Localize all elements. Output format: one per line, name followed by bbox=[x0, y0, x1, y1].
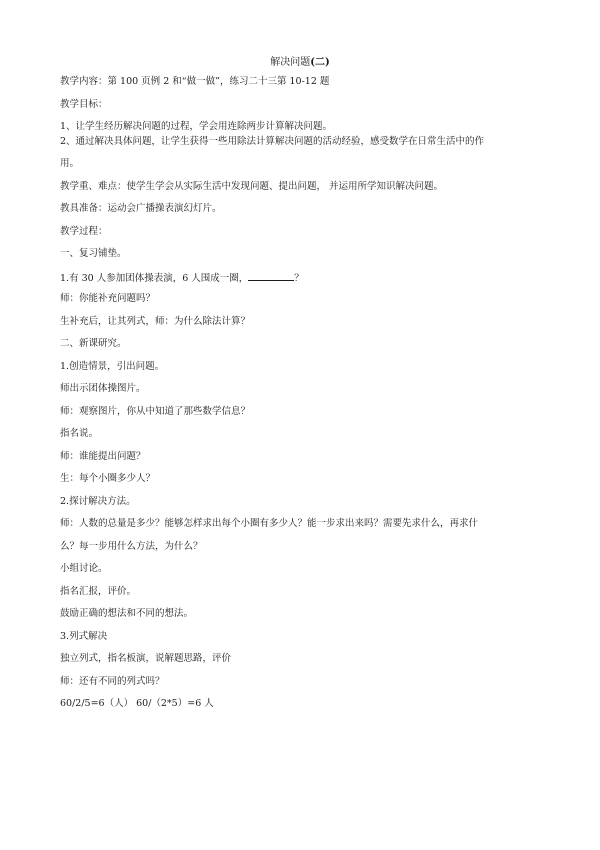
teacher-question-1: 师：你能补充问题吗？ bbox=[60, 293, 156, 304]
step-2-line-1-continued: 么？每一步用什么方法，为什么？ bbox=[60, 541, 203, 552]
step-2-line-2: 小组讨论。 bbox=[60, 563, 108, 574]
step-1-line-5: 生：每个小圈多少人？ bbox=[60, 473, 156, 484]
document-title bbox=[0, 57, 600, 69]
step-1-line-3: 指名说。 bbox=[60, 428, 99, 439]
step-2-line-3: 指名汇报，评价。 bbox=[60, 586, 137, 597]
answer-blank bbox=[248, 271, 294, 281]
review-problem-text: 1.有 30 人参加团体操表演，6 人围成一圈， bbox=[60, 273, 249, 284]
equation-line: 60/2/5=6（人） 60/（2*5）=6 人 bbox=[60, 698, 214, 709]
key-difficult-points: 教学重、难点：使学生学会从实际生活中发现问题、提出问题， 并运用所学知识解决问题。 bbox=[60, 181, 444, 192]
goal-1: 1、让学生经历解决问题的过程，学会用连除两步计算解决问题。 bbox=[60, 121, 333, 132]
step-1-line-1: 师出示团体操图片。 bbox=[60, 383, 146, 394]
step-2-line-4: 鼓励正确的想法和不同的想法。 bbox=[60, 608, 194, 619]
review-problem bbox=[60, 271, 540, 285]
goal-2: 2、通过解决具体问题，让学生获得一些用除法计算解决问题的活动经验，感受数学在日常生活中的作 bbox=[60, 136, 485, 147]
step-1-heading: 1.创造情景，引出问题。 bbox=[60, 361, 165, 372]
step-3-line-1: 独立列式，指名板演，说解题思路，评价 bbox=[60, 653, 232, 664]
teaching-process-heading: 教学过程： bbox=[60, 226, 108, 237]
step-1-line-2: 师：观察图片，你从中知道了那些数学信息？ bbox=[60, 406, 251, 417]
review-problem-suffix: ？ bbox=[294, 273, 304, 284]
step-3-heading: 3.列式解决 bbox=[60, 631, 108, 642]
title-paren: (二) bbox=[310, 57, 330, 68]
teaching-content: 教学内容：第 100 页例 2 和“做一做”，练习二十三第 10-12 题 bbox=[60, 76, 330, 87]
student-response-1: 生补充后，让其列式，师：为什么除法计算？ bbox=[60, 316, 251, 327]
section-new-lesson: 二、新课研究。 bbox=[60, 338, 127, 349]
teaching-aids: 教具准备：运动会广播操表演幻灯片。 bbox=[60, 203, 222, 214]
step-2-line-1: 师：人数的总量是多少？能够怎样求出每个小圈有多少人？能一步求出来吗？需要先求什么，再求什 bbox=[60, 518, 479, 529]
step-1-line-4: 师：谁能提出问题？ bbox=[60, 451, 146, 462]
section-review: 一、复习铺垫。 bbox=[60, 248, 127, 259]
title-main: 解决问题 bbox=[270, 57, 311, 68]
step-3-line-2: 师：还有不同的列式吗？ bbox=[60, 676, 165, 687]
goal-2-continued: 用。 bbox=[60, 158, 80, 169]
step-2-heading: 2.探讨解决方法。 bbox=[60, 496, 136, 507]
teaching-goals-heading: 教学目标： bbox=[60, 99, 108, 110]
